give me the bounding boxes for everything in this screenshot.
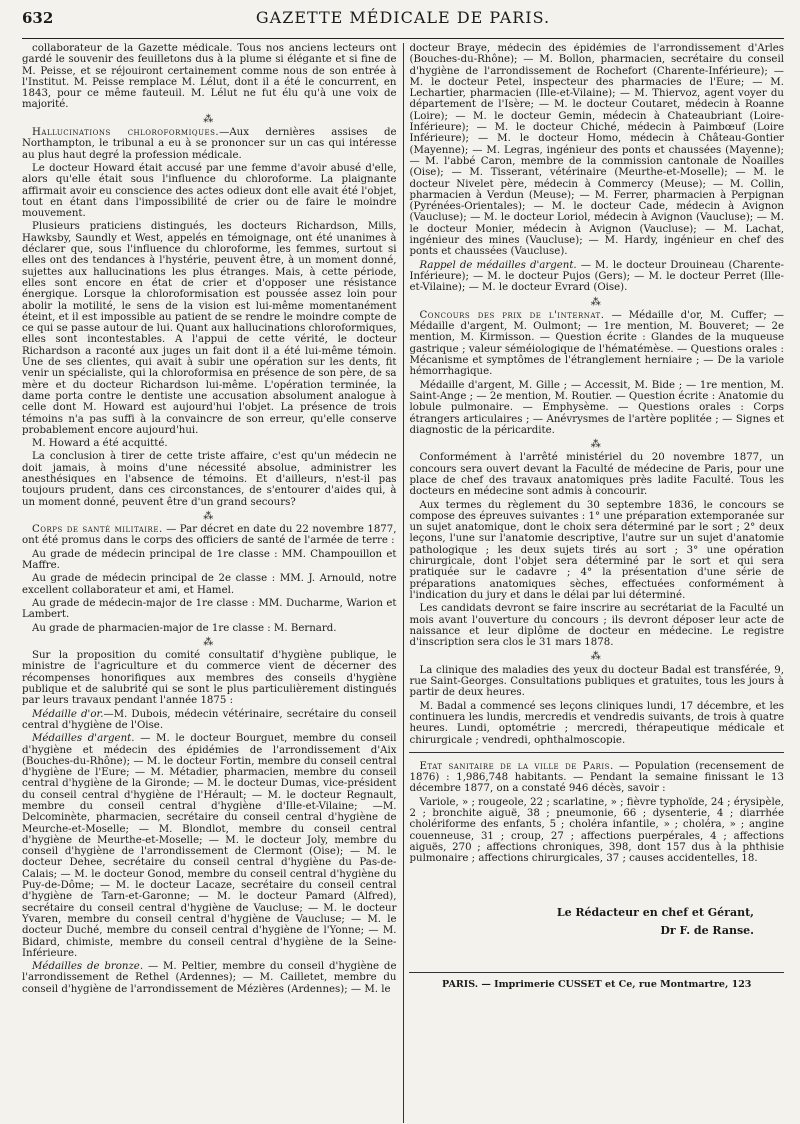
right-column [403,43,784,1123]
section-label: Médailles de bronze. [32,961,144,973]
paragraph: Plusieurs praticiens distingués, les docteurs Richardson, Mills, Hawksby, Saundly et West, appelés en témoignage, ont été unanimes à déclarer que, sous l'influence du chloroforme, les femmes, surtout si elles ont des tendances à l'hystérie, peuvent être, à un moment donné, sujettes aux hallucinations les plus étranges. Mais, à cette période, elles sont encore en état de crier et d'opposer une résistance énergique. Lorsque la chloroformisation est poussée assez loin pour abolir la motilité, le sens de la vision est lui-même momentanément éteint, et il est impossible au patient de se rendre le moindre compte de ce qui se passe autour de lui. Quant aux hallucinations chloroformiques, elles sont incontestables. A l'appui de cette vérité, le docteur Richardson a raconté aux juges un fait dont il a été lui-même témoin. Une de ses clientes, qui avait à subir une opération sur les dents, fit venir un spécialiste, qui la chloroformisa en présence de son père, de sa mère et du docteur Richardson lui-même. L'opération terminée, la dame porta contre le dentiste une accusation absolument analogue à celle dont M. Howard est aujourd'hui l'objet. La présence de trois témoins n'a pas suffi à la convaincre de son erreur, qu'elle conserve probablement encore aujourd'hui. [22,221,397,436]
paragraph [409,260,784,294]
signoff-name: Dr F. de Ranse. [660,924,754,938]
paragraph: Au grade de médecin-major de 1re classe : MM. Ducharme, Warion et Lambert. [22,597,397,621]
printer-imprint: PARIS. — Imprimerie CUSSET et Ce, rue Montmartre, 123 [409,972,784,990]
paragraph: M. Badal a commencé ses leçons cliniques lundi, 17 décembre, et les continuera les lundis, mercredis et vendredis suivants, de trois à quatre heures. Lundi, optométrie ; mercredi, thérapeutique médicale et chirurgicale ; vendredi, ophthalmoscopie. [409,700,784,746]
section-divider [409,752,784,753]
paragraph: Variole, » ; rougeole, 22 ; scarlatine, » ; fièvre typhoïde, 24 ; érysipèle, 2 ; bronchite aiguë, 38 ; pneumonie, 66 ; dysenterie, 4 ; diarrhée cholériforme des enfants, 5 ; choléra infantile, » ; choléra, » ; angine couenneuse, 31 ; croup, 27 ; affections puerpérales, 4 ; affections aiguës, 270 ; affections chroniques, 398, dont 157 dus à la phthisie pulmonaire ; affections chirurgicales, 37 ; causes accidentelles, 18. [409,796,784,865]
paragraph: Aux termes du règlement du 30 septembre 1836, le concours se compose des épreuves suivantes : 1° une préparation extemporanée sur un sujet anatomique, dont le choix sera déterminé par le sort ; 2° deux leçons, l'une sur l'anatomie descriptive, l'autre sur un sujet d'anatomie pathologique ; les deux sujets tirés au sort ; 3° une opération chirurgicale, dont l'objet sera déterminé par le sort et qui sera pratiquée sur le cadavre ; 4° la présentation d'une série de préparations anatomiques sèches, effectuées conformément à l'indication du jury et dans le délai par lui déterminé. [409,499,784,601]
paragraph: Médaille d'argent, M. Gille ; — Accessit, M. Bide ; — 1re mention, M. Saint-Ange ; — 2e mention, M. Routier. — Question écrite : Anatomie du lobule pulmonaire. — Emphysème. — Questions orales : Corps étrangers articulaires ; — Anévrysmes de l'artère poplitée ; — Signes et diagnostic de la péricardite. [409,379,784,436]
section-title: Corps de santé militaire. [32,524,163,536]
paragraph-text: — M. Peltier, membre du conseil d'hygiène de l'arrondissement de Rethel (Ardennes); — M. Cailletet, membre du conseil d'hygiène de l'arrondissement de Mézières (Ardennes); — M. le [22,961,397,995]
paragraph-text: — Population (recensement de 1876) : 1,986,748 habitants. — Pendant la semaine finissant le 13 décembre 1877, on a constaté 946 décès, savoir : [409,760,784,795]
paragraph: Le docteur Howard était accusé par une femme d'avoir abusé d'elle, alors qu'elle était sous l'influence du chloroforme. La plaignante affirmait avoir eu conscience des actes odieux dont elle avait été l'objet, tout en étant dans l'impossibilité de crier ou de faire le moindre mouvement. [22,162,397,220]
editor-signoff [409,904,784,940]
paragraph-text: —Aux dernières assises de Northampton, le tribunal a eu à se prononcer sur un cas qui intéresse au plus haut degré la profession médicale. [22,127,397,161]
paragraph: Au grade de médecin principal de 2e classe : MM. J. Arnould, notre excellent collaborateur et ami, et Hamel. [22,573,397,596]
section-ornament: ⁂ [203,636,216,648]
section-title: Etat sanitaire de la ville de Paris. [419,760,614,772]
paragraph [22,524,397,547]
paragraph: Au grade de médecin principal de 1re classe : MM. Champouillon et Maffre. [22,548,397,572]
paragraph: Au grade de pharmacien-major de 1re classe : M. Bernard. [32,622,337,634]
paragraph [22,961,397,995]
paragraph: La clinique des maladies des yeux du docteur Badal est transférée, 9, rue Saint-Georges. Consultations publiques et gratuites, tous les jours à partir de deux heures. [409,664,784,699]
paragraph: Sur la proposition du comité consultatif d'hygiène publique, le ministre de l'agriculture et du commerce vient de décerner des récompenses honorifiques aux membres des conseils d'hygiène publique et de salubrité qui se sont le plus particulièrement distingués par leurs travaux pendant l'année 1875 : [22,650,397,707]
page-header [22,8,784,39]
left-column [22,43,403,1123]
paragraph-text: — M. le docteur Drouineau (Charente-Inférieure); — M. le docteur Pujos (Gers); — M. le docteur Perret (Ille-et-Vilaine); — M. le docteur Evrard (Oise). [409,259,784,294]
section-ornament: ⁂ [203,510,216,522]
paragraph [22,127,397,161]
paragraph [22,709,397,732]
section-label: Rappel de médailles d'argent. [419,259,577,271]
section-ornament: ⁂ [590,296,603,308]
columns [22,43,784,1123]
signoff-title: Le Rédacteur en chef et Gérant, [556,906,754,920]
paragraph: La conclusion à tirer de cette triste affaire, c'est qu'un médecin ne doit jamais, à moins d'une nécessité absolue, administrer les anesthésiques en l'absence de témoins. Et d'ailleurs, n'est-il pas toujours prudent, dans ces circonstances, de s'entourer d'aides qui, à un moment donné, peuvent être d'un grand secours? [22,451,397,508]
paragraph: M. Howard a été acquitté. [32,438,168,450]
paragraph: docteur Braye, médecin des épidémies de l'arrondissement d'Arles (Bouches-du-Rhône); — M. Bollon, pharmacien, secrétaire du conseil d'hygiène de l'arrondissement de Rochefort (Charente-Inférieure); — M. le docteur Petel, inspecteur des pharmacies de l'Eure; — M. Lechartier, pharmacien (Ille-et-Vilaine); — M. Thiervoz, agent voyer du département de l'Isère; — M. le docteur Coutaret, médecin à Roanne (Loire); — M. le docteur Gemin, médecin à Chateaubriant (Loire-Inférieure); — M. le docteur Chiché, médecin à Paimbœuf (Loire Inférieure); — M. le docteur Homo, médecin à Château-Gontier (Mayenne); — M. Legras, ingénieur des ponts et chaussées (Mayenne); — M. l'abbé Caron, membre de la commission cantonale de Noailles (Oise); — M. Tisserant, vétérinaire (Meurthe-et-Moselle); — M. le docteur Nivelet père, médecin à Commercy (Meuse); — M. Collin, pharmacien à Verdun (Meuse); — M. Ferrer, pharmacien à Perpignan (Pyrénées-Orientales); — M. le docteur Cade, médecin à Avignon (Vaucluse); — M. le docteur Loriol, médecin à Avignon (Vaucluse); — M. le docteur Monier, médecin à Avignon (Vaucluse); — M. Lachat, ingénieur des mines (Vaucluse); — M. Hardy, ingénieur en chef des ponts et chaussées (Vaucluse). [409,43,784,258]
paragraph-text: — Par décret en date du 22 novembre 1877, ont été promus dans le corps des officiers de santé de l'armée de terre : [22,524,397,547]
paragraph-text: — M. le docteur Bourguet, membre du conseil d'hygiène et médecin des épidémies de l'arrondissement d'Aix (Bouches-du-Rhône); — M. le docteur Fortin, membre du conseil central d'hygiène de l'Eure; — M. Métadier, pharmacien, membre du conseil central d'hygiène de la Gironde; — M. le docteur Dumas, vice-président du conseil central d'hygiène de l'Hérault; — M. le docteur Regnault, membre du conseil central d'hygiène d'Ille-et-Vilaine; —M. Delcominète, pharmacien, secrétaire du conseil central d'hygiène de Meurche-et-Moselle; — M. Blondlot, membre du conseil central d'hygiène de Meurthe-et-Moselle; — M. le docteur Joly, membre du conseil d'hygiène de l'arrondissement de Clermont (Oise); — M. le docteur Dehee, secrétaire du conseil central d'hygiène du Pas-de-Calais; — M. le docteur Gonod, membre du conseil central d'hygiène du Puy-de-Dôme; — M. le docteur Lacaze, secrétaire du conseil central d'hygiène de Tarn-et-Garonne; — M. le docteur Pamard (Alfred), secrétaire du conseil central d'hygiène de Vaucluse; — M. le docteur Yvaren, membre du conseil central d'hygiène de Vaucluse; — M. le docteur Duché, membre du conseil central d'hygiène de l'Yonne; — M. Bidard, chimiste, membre du conseil central d'hygiène de la Seine-Inférieure. [22,733,397,959]
paragraph [22,733,397,959]
paragraph: Conformément à l'arrêté ministériel du 20 novembre 1877, un concours sera ouvert devant la Faculté de médecine de Paris, pour une place de chef des travaux anatomiques près ladite Faculté. Tous les docteurs en médecine sont admis à concourir. [409,452,784,498]
page-number: 632 [22,9,54,27]
journal-title: GAZETTE MÉDICALE DE PARIS. [255,8,551,27]
paragraph [409,310,784,378]
paragraph: collaborateur de la Gazette médicale. Tous nos anciens lecteurs ont gardé le souvenir des feuilletons dus à la plume si élégante et si fine de M. Peisse, et se réjouiront certainement comme nous de son entrée à l'Institut. M. Peisse remplace M. Lélut, dont il a été le concurrent, en 1843, pour ce même fauteuil. M. Lélut ne fut élu qu'à une voix de majorité. [22,43,397,111]
paragraph-text: — Médaille d'or, M. Cuffer; — Médaille d'argent, M. Oulmont; — 1re mention, M. Bouveret; — 2e mention, M. Kirmisson. — Question écrite : Glandes de la muqueuse gastrique ; valeur séméiologique de l'hématémèse. — Questions orales : Mécanisme et symptômes de l'étranglement herniaire ; — De la variole hémorrhagique. [409,309,784,378]
section-ornament: ⁂ [590,439,603,451]
paragraph [409,761,784,795]
section-ornament: ⁂ [203,113,216,125]
paragraph-text: —M. Dubois, médecin vétérinaire, secrétaire du conseil central d'hygiène de l'Oise. [22,708,397,731]
section-ornament: ⁂ [590,651,603,663]
section-label: Médailles d'argent. [32,733,135,745]
section-label: Médaille d'or. [32,708,104,720]
paragraph: Les candidats devront se faire inscrire au secrétariat de la Faculté un mois avant l'ouverture du concours ; ils devront déposer leur acte de naissance et leur diplôme de docteur en médecine. Le registre d'inscription sera clos le 31 mars 1878. [409,603,784,649]
section-title: Concours des prix de l'internat. [419,309,605,321]
section-title: Hallucinations chloroformiques. [32,127,220,139]
